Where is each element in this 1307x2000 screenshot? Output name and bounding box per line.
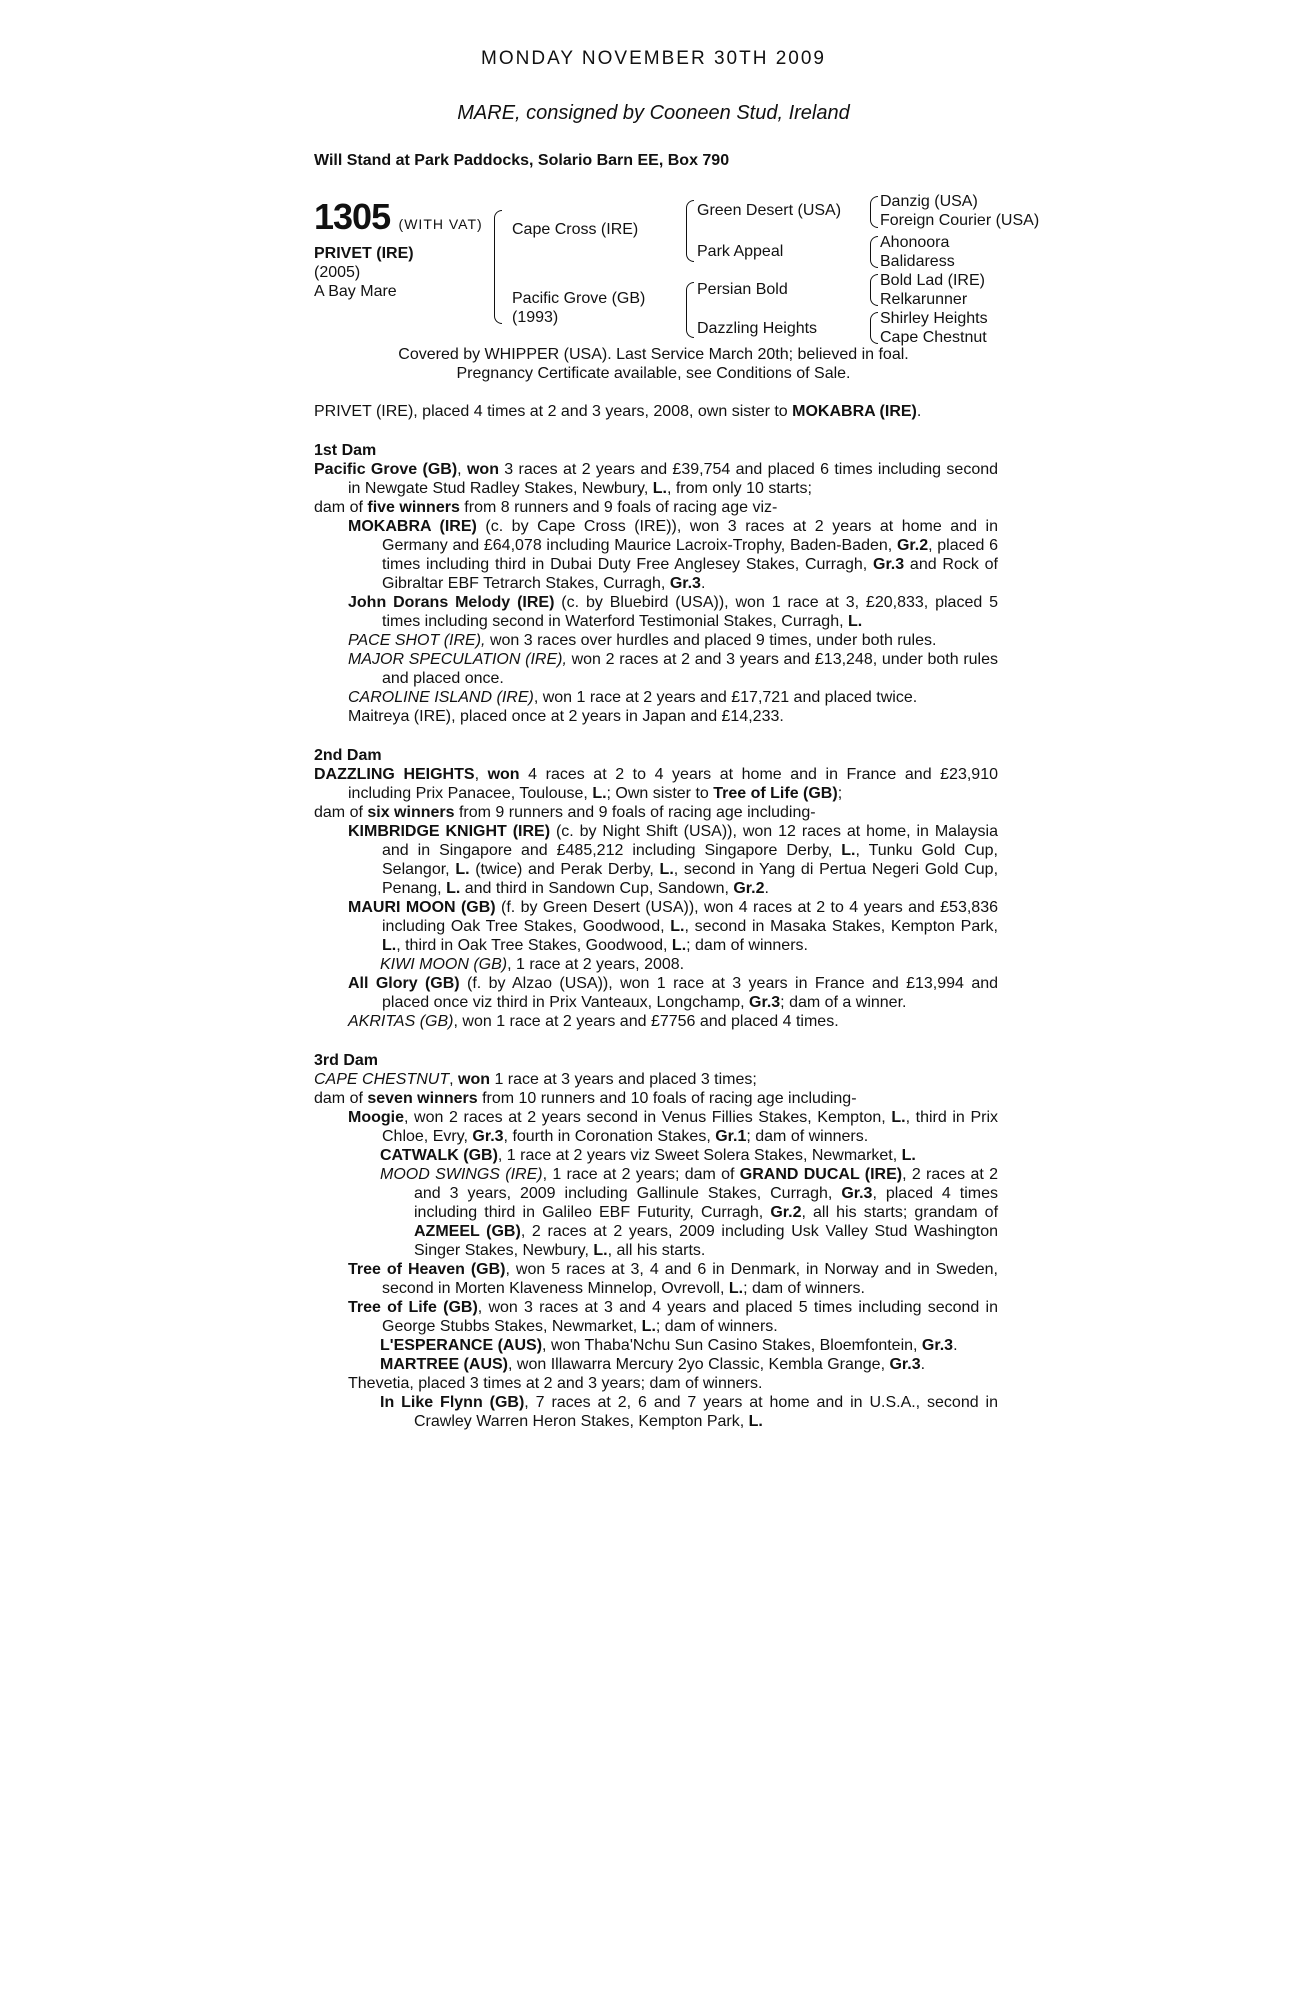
produce-caroline-island: CAROLINE ISLAND (IRE), won 1 race at 2 years and £17,721 and placed twice. xyxy=(348,689,918,706)
pedigree-brace-dam xyxy=(686,282,694,338)
horse-details xyxy=(314,244,414,301)
pedigree-brace-main xyxy=(494,210,502,324)
pedigree-g6: Relkarunner xyxy=(880,291,968,308)
pedigree-brace-g3 xyxy=(870,274,878,306)
pedigree-brace-g1 xyxy=(870,196,878,228)
sale-date: MONDAY NOVEMBER 30TH 2009 xyxy=(481,48,826,69)
produce-maitreya: Maitreya (IRE), placed once at 2 years in Japan and £14,233. xyxy=(348,708,784,725)
produce-all-glory: All Glory (GB) (f. by Alzao (USA)), won 1 race at 3 years in France and £13,994 and placed once viz third in Prix Vanteaux, Longchamp, Gr.3; dam of a winner. xyxy=(348,975,999,1011)
pedigree-dam-sire: Persian Bold xyxy=(697,281,788,298)
second-dam-section xyxy=(314,746,998,1031)
pedigree-g3: Ahonoora xyxy=(880,234,950,251)
produce-mauri-moon: MAURI MOON (GB) (f. by Green Desert (USA)), won 4 races at 2 to 4 years and £53,836 including Oak Tree Stakes, Goodwood, L., second in Masaka Stakes, Kempton Park, L., third in Oak Tree Stakes, Goodwood, L.; dam of winners. xyxy=(348,899,998,954)
lot-vat: (WITH VAT) xyxy=(398,216,483,232)
produce-john-dorans-melody: John Dorans Melody (IRE) (c. by Bluebird (USA)), won 1 race at 3, £20,833, placed 5 times including second in Waterford Testimonial Stakes, Curragh, L. xyxy=(348,594,999,630)
produce-thevetia: Thevetia, placed 3 times at 2 and 3 years; dam of winners. xyxy=(348,1375,763,1392)
lot-header xyxy=(314,196,483,238)
horse-name: PRIVET (IRE) xyxy=(314,245,414,262)
pedigree-dam-year: (1993) xyxy=(512,309,559,326)
pedigree-g8: Cape Chestnut xyxy=(880,329,987,346)
consignment-line: MARE, consigned by Cooneen Stud, Ireland xyxy=(457,102,850,124)
pregnancy-line: Pregnancy Certificate available, see Conditions of Sale. xyxy=(456,365,851,382)
produce-mood-swings: MOOD SWINGS (IRE), 1 race at 2 years; dam of GRAND DUCAL (IRE), 2 races at 2 and 3 years, 2009 including Gallinule Stakes, Curragh, Gr.3, placed 4 times including third in Galileo EBF Futurity, Curragh, Gr.2, all his starts; grandam of AZMEEL (GB), 2 races at 2 years, 2009 including Usk Valley Stud Washington Singer Stakes, Newbury, L., all his starts. xyxy=(380,1166,999,1259)
produce-tree-of-life: Tree of Life (GB), won 3 races at 3 and 4 years and placed 5 times including second in George Stubbs Stakes, Newmarket, L.; dam of winners. xyxy=(348,1299,999,1335)
summary-sister: MOKABRA (IRE) xyxy=(792,403,917,420)
pedigree-dam-dam: Dazzling Heights xyxy=(697,320,818,337)
second-dam-record: DAZZLING HEIGHTS, won 4 races at 2 to 4 years at home and in France and £23,910 including Prix Panacee, Toulouse, L.; Own sister to Tree of Life (GB); xyxy=(314,766,998,802)
third-dam-section xyxy=(314,1051,998,1431)
pedigree-brace-g2 xyxy=(870,236,878,268)
pedigree-g7: Shirley Heights xyxy=(880,310,988,327)
first-dam-section xyxy=(314,441,998,726)
covered-notice xyxy=(0,345,1307,383)
produce-lesperance: L'ESPERANCE (AUS), won Thaba'Nchu Sun Casino Stakes, Bloemfontein, Gr.3. xyxy=(380,1337,958,1354)
second-dam-produce: dam of six winners from 9 runners and 9 foals of racing age including- xyxy=(314,804,816,821)
produce-tree-of-heaven: Tree of Heaven (GB), won 5 races at 3, 4 and 6 in Denmark, in Norway and in Sweden, second in Morten Klaveness Minnelop, Ovrevoll, L.; dam of winners. xyxy=(348,1261,998,1297)
produce-mokabra: MOKABRA (IRE) (c. by Cape Cross (IRE)), won 3 races at 2 years at home and in Germany and £64,078 including Maurice Lacroix-Trophy, Baden-Baden, Gr.2, placed 6 times including third in Dubai Duty Free Anglesey Stakes, Curragh, Gr.3 and Rock of Gibraltar EBF Tetrarch Stakes, Curragh, Gr.3. xyxy=(348,518,998,592)
produce-kiwi-moon: KIWI MOON (GB), 1 race at 2 years, 2008. xyxy=(380,956,685,973)
produce-in-like-flynn: In Like Flynn (GB), 7 races at 2, 6 and 7 years at home and in U.S.A., second in Crawley Warren Heron Stakes, Kempton Park, L. xyxy=(380,1394,998,1430)
pedigree-g4: Balidaress xyxy=(880,253,955,270)
third-dam-heading: 3rd Dam xyxy=(314,1052,379,1069)
produce-pace-shot: PACE SHOT (IRE), won 3 races over hurdles and placed 9 times, under both rules. xyxy=(348,632,937,649)
produce-akritas: AKRITAS (GB), won 1 race at 2 years and £7756 and placed 4 times. xyxy=(348,1013,839,1030)
pedigree-sire: Cape Cross (IRE) xyxy=(512,221,639,238)
produce-moogie: Moogie, won 2 races at 2 years second in Venus Fillies Stakes, Kempton, L., third in Prix Chloe, Evry, Gr.3, fourth in Coronation Stakes, Gr.1; dam of winners. xyxy=(348,1109,998,1145)
lot-number: 1305 xyxy=(314,196,391,237)
third-dam-produce: dam of seven winners from 10 runners and 10 foals of racing age including- xyxy=(314,1090,857,1107)
first-dam-heading: 1st Dam xyxy=(314,442,377,459)
pedigree-sire-sire: Green Desert (USA) xyxy=(697,202,842,219)
pedigree-g2: Foreign Courier (USA) xyxy=(880,212,1040,229)
pedigree-dam: Pacific Grove (GB) xyxy=(512,290,646,307)
first-dam-record: Pacific Grove (GB), won 3 races at 2 years and £39,754 and placed 6 times including second in Newgate Stud Radley Stakes, Newbury, L., from only 10 starts; xyxy=(314,461,999,497)
second-dam-heading: 2nd Dam xyxy=(314,747,382,764)
produce-catwalk: CATWALK (GB), 1 race at 2 years viz Sweet Solera Stakes, Newmarket, L. xyxy=(380,1147,916,1164)
pedigree-sire-dam: Park Appeal xyxy=(697,243,784,260)
covered-line: Covered by WHIPPER (USA). Last Service March 20th; believed in foal. xyxy=(398,346,909,363)
pedigree-brace-sire xyxy=(686,200,694,262)
produce-major-speculation: MAJOR SPECULATION (IRE), won 2 races at 2 and 3 years and £13,248, under both rules and placed once. xyxy=(348,651,999,687)
lot-summary: PRIVET (IRE), placed 4 times at 2 and 3 years, 2008, own sister to MOKABRA (IRE). xyxy=(314,403,922,420)
pedigree-g5: Bold Lad (IRE) xyxy=(880,272,985,289)
pedigree-g1: Danzig (USA) xyxy=(880,193,978,210)
pedigree-brace-g4 xyxy=(870,312,878,344)
produce-kimbridge-knight: KIMBRIDGE KNIGHT (IRE) (c. by Night Shift (USA)), won 12 races at home, in Malaysia and in Singapore and £485,212 including Singapore Derby, L., Tunku Gold Cup, Selangor, L. (twice) and Perak Derby, L., second in Yang di Pertua Negeri Gold Cup, Penang, L. and third in Sandown Cup, Sandown, Gr.2. xyxy=(348,823,999,897)
horse-year: (2005) xyxy=(314,264,361,281)
summary-text: PRIVET (IRE), placed 4 times at 2 and 3 years, 2008, own sister to xyxy=(314,403,793,420)
third-dam-record: CAPE CHESTNUT, won 1 race at 3 years and placed 3 times; xyxy=(314,1071,757,1088)
horse-description: A Bay Mare xyxy=(314,283,397,300)
first-dam-produce: dam of five winners from 8 runners and 9 foals of racing age viz- xyxy=(314,499,778,516)
stand-location: Will Stand at Park Paddocks, Solario Barn EE, Box 790 xyxy=(314,152,730,169)
produce-martree: MARTREE (AUS), won Illawarra Mercury 2yo Classic, Kembla Grange, Gr.3. xyxy=(380,1356,926,1373)
